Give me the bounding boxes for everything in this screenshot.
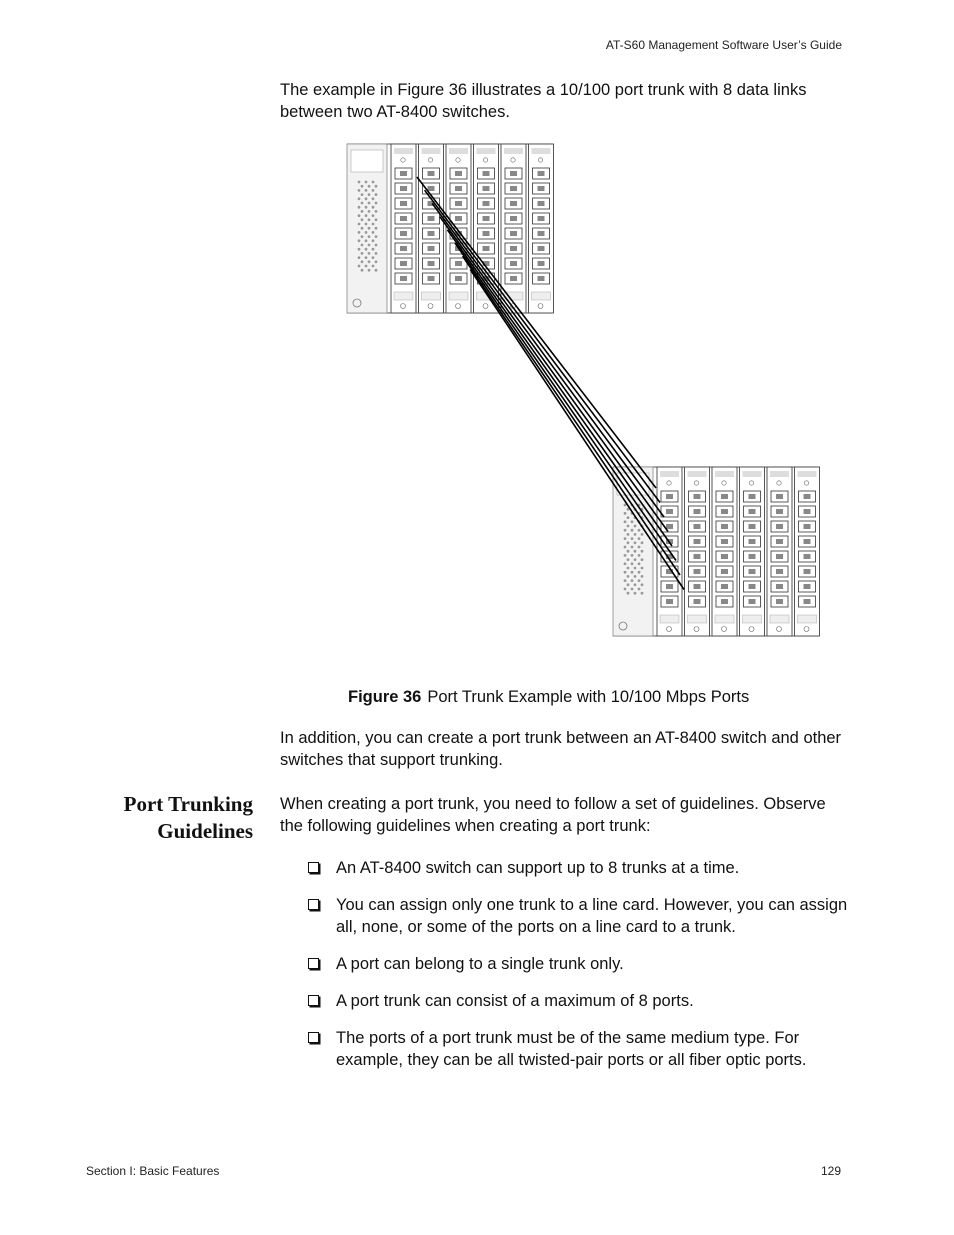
switch-a-port-jack [400,261,407,266]
switch-a-vent-hole [358,181,361,184]
switch-b-port-jack [749,599,756,604]
switch-a-port-jack [483,231,490,236]
figure-caption-text: Port Trunk Example with 10/100 Mbps Ports [427,688,750,706]
switch-a-port-jack [400,216,407,221]
switch-b-card-label [688,471,707,477]
trunk-link [470,269,684,589]
switch-a-vent-hole [358,197,361,200]
switch-b-port-jack [776,524,783,529]
switch-b-port-jack [804,539,811,544]
footer-section: Section I: Basic Features [86,1164,220,1178]
switch-b-vent-hole [624,562,627,565]
switch-b-port-jack [694,494,701,499]
switch-a-vent-hole [375,193,378,196]
switch-a-vent-hole [368,269,371,272]
switch-b-port-jack [694,524,701,529]
switch-b-vent-hole [627,558,630,561]
switch-b-card-text [715,615,734,623]
switch-a-vent-hole [375,227,378,230]
switch-b-vent-hole [627,533,630,536]
guideline-text: A port trunk can consist of a maximum of 8 ports. [336,992,694,1010]
switch-b-vent-hole [638,562,641,565]
switch-a-port-jack [428,186,435,191]
switch-a-port-jack [510,276,517,281]
switch-b-port-jack [804,524,811,529]
switch-a-vent-hole [358,223,361,226]
addition-paragraph: In addition, you can create a port trunk between an AT-8400 switch and other switches that support trunking. [280,729,842,769]
switch-b-port-jack [666,599,673,604]
switch-a-vent-hole [372,256,375,259]
switch-a-port-jack [510,186,517,191]
switch-a-port-jack [455,261,462,266]
switch-a-vent-hole [365,248,368,251]
switch-a-port-jack [455,201,462,206]
switch-b-vent-hole [641,592,644,595]
switch-b-vent-hole [627,550,630,553]
switch-a-port-jack [538,171,545,176]
switch-a-port-jack [510,216,517,221]
switch-b-port-jack [721,494,728,499]
switch-a-vent-hole [365,265,368,268]
switch-a-vent-hole [358,231,361,234]
switch-b-port-jack [804,554,811,559]
switch-b-port-jack [721,539,728,544]
switch-b-port-jack [666,494,673,499]
switch-a-vent-hole [372,248,375,251]
switch-a-vent-hole [365,239,368,242]
switch-b-port-jack [666,524,673,529]
switch-a-vent-hole [372,239,375,242]
figure-caption [348,686,749,708]
switch-a-port-jack [428,231,435,236]
port-trunk-diagram [330,140,850,645]
switch-b-port-jack [721,599,728,604]
switch-a-port-jack [483,216,490,221]
switch-a-vent-hole [361,202,364,205]
switch-b-vent-hole [641,567,644,570]
checkbox-bullet-icon [308,899,319,910]
switch-a-vent-hole [368,202,371,205]
switch-b-card-text [770,615,789,623]
switch-a-vent-hole [372,206,375,209]
switch-a-port-jack [455,216,462,221]
switch-b-vent-hole [634,575,637,578]
switch-a-port-jack [400,276,407,281]
guideline-text: An AT-8400 switch can support up to 8 trunks at a time. [336,859,740,877]
trunk-link [455,243,676,561]
switch-b-port-jack [694,554,701,559]
switch-b-vent-hole [627,592,630,595]
switch-a-vent-hole [361,252,364,255]
switch-b-port-jack [694,584,701,589]
switch-b-vent-hole [631,588,634,591]
switch-b-port-jack [694,599,701,604]
switch-b-vent-hole [624,554,627,557]
switch-b-port-jack [666,584,673,589]
switch-a-port-jack [455,171,462,176]
switch-b-port-jack [776,509,783,514]
switch-a-port-jack [455,276,462,281]
switch-a-port-jack [400,171,407,176]
switch-a-card-label [449,148,468,154]
switch-a-vent-hole [361,227,364,230]
switch-a-vent-hole [368,227,371,230]
switch-b-port-jack [804,494,811,499]
switch-a-vent-hole [375,244,378,247]
switch-b-vent-hole [641,533,644,536]
switch-a-vent-hole [368,210,371,213]
switch-a-vent-hole [372,214,375,217]
switch-b-vent-hole [627,567,630,570]
switch-a-card-label [477,148,496,154]
switch-b-port-jack [804,584,811,589]
switch-a-vent-hole [358,239,361,242]
switch-b-card-label [770,471,789,477]
switch-a-port-jack [400,246,407,251]
switch-b-card-label [743,471,762,477]
switch-a-card-text [422,292,441,300]
switch-b-vent-hole [627,575,630,578]
list-item [308,953,853,975]
switch-a-card-label [532,148,551,154]
switch-b-vent-hole [638,579,641,582]
switch-b-port-jack [721,554,728,559]
section-heading-line2: Guidelines [157,819,253,843]
switch-b-port-jack [749,524,756,529]
switch-a-vent-hole [361,269,364,272]
switch-b-vent-hole [641,550,644,553]
list-item [308,1027,853,1071]
switch-a-port-jack [400,231,407,236]
switch-a-vent-hole [365,231,368,234]
switch-a-vent-hole [372,231,375,234]
switch-a-vent-hole [372,265,375,268]
switch-a-vent-hole [361,244,364,247]
switch-a-port-jack [483,186,490,191]
switch-a-vent-hole [372,223,375,226]
switch-a-vent-hole [358,248,361,251]
switch-b-vent-hole [624,512,627,515]
trunk-link [463,256,680,575]
switch-a-port-jack [510,201,517,206]
switch-a-vent-hole [375,218,378,221]
trunk-link [447,230,672,546]
switch-a-vent-hole [368,193,371,196]
switch-a-card-label [422,148,441,154]
switch-a-vent-hole [365,223,368,226]
switch-b-card-text [688,615,707,623]
switch-a-port-jack [510,171,517,176]
switch-b-port-jack [804,509,811,514]
switch-b-port-jack [749,539,756,544]
switch-b-vent-hole [627,541,630,544]
switch-b-port-jack [749,494,756,499]
switch-a-vent-hole [375,185,378,188]
guidelines-list [308,857,853,1086]
switch-b-vent-hole [634,583,637,586]
switch-b-card-text [660,615,679,623]
switch-b-port-jack [804,569,811,574]
switch-b-card-text [798,615,817,623]
switch-b-vent-hole [634,567,637,570]
switch-a-vent-hole [365,189,368,192]
switch-a-vent-hole [375,202,378,205]
switch-a-port-jack [510,246,517,251]
switch-b-vent-hole [638,554,641,557]
section-heading-line1: Port Trunking [123,792,253,816]
switch-a-vent-hole [358,206,361,209]
switch-b-card-label [798,471,817,477]
switch-b-vent-hole [624,520,627,523]
switch-b-card-text [743,615,762,623]
switch-a-port-jack [428,261,435,266]
switch-a-vent-hole [358,256,361,259]
switch-a-vent-hole [368,235,371,238]
switch-a-card-text [532,292,551,300]
switch-b-vent-hole [627,516,630,519]
switch-a-vent-hole [368,260,371,263]
switch-b-port-jack [694,539,701,544]
switch-b-vent-hole [624,529,627,532]
switch-a-vent-hole [372,197,375,200]
switch-b-vent-hole [624,579,627,582]
switch-a-vent-hole [372,181,375,184]
switch-a-vent-hole [361,210,364,213]
switch-b-vent-hole [631,562,634,565]
list-item [308,857,853,879]
guideline-text: A port can belong to a single trunk only. [336,955,624,973]
switch-b-vent-hole [631,554,634,557]
switch-a-port-jack [538,186,545,191]
switch-a-port-jack [510,261,517,266]
switch-a-vent-hole [375,269,378,272]
switch-b-vent-hole [634,592,637,595]
switch-a-vent-hole [365,181,368,184]
switch-a-port-jack [400,186,407,191]
switch-a-card-label [394,148,413,154]
switch-a-vent-hole [375,260,378,263]
switch-a-port-jack [510,231,517,236]
switch-a-port-jack [428,276,435,281]
switch-a-port-jack [538,261,545,266]
switch-b-vent-hole [634,541,637,544]
switch-b-vent-hole [634,533,637,536]
list-item [308,990,853,1012]
switch-b-vent-hole [624,546,627,549]
checkbox-bullet-icon [308,958,319,969]
switch-b-vent-hole [627,525,630,528]
switch-b-port-jack [749,584,756,589]
running-header: AT-S60 Management Software User’s Guide [605,38,842,52]
switch-a-port-jack [400,201,407,206]
switch-a-port-jack [538,216,545,221]
switch-a-port-jack [483,246,490,251]
switch-b-vent-hole [641,583,644,586]
switch-b-port-jack [804,599,811,604]
page-number: 129 [820,1164,841,1178]
switch-a-vent-hole [368,185,371,188]
switch-a-vent-hole [361,218,364,221]
switch-a-status-panel [351,150,383,172]
switch-b-port-jack [749,554,756,559]
switch-a-vent-hole [358,265,361,268]
switch-a-vent-hole [361,185,364,188]
switch-a-port-jack [428,246,435,251]
guideline-text: You can assign only one trunk to a line card. However, you can assign all, none, or some of the ports on a line card to a trunk. [336,896,848,936]
switch-b-vent-hole [624,588,627,591]
section-heading [60,791,253,845]
switch-b-port-jack [694,509,701,514]
switch-b-vent-hole [624,571,627,574]
switch-a-port-jack [538,276,545,281]
switch-b-vent-hole [638,588,641,591]
switch-a-vent-hole [365,256,368,259]
switch-b-vent-hole [631,546,634,549]
switch-b-port-jack [776,569,783,574]
switch-b-card-label [660,471,679,477]
switch-b-port-jack [721,524,728,529]
switch-a-port-jack [538,246,545,251]
switch-a-vent-hole [365,206,368,209]
intro-paragraph: The example in Figure 36 illustrates a 10/100 port trunk with 8 data links between two AT-8400 switches. [280,81,807,121]
switch-a-vent-hole [375,210,378,213]
switch-b-vent-hole [638,529,641,532]
guideline-text: The ports of a port trunk must be of the same medium type. For example, they can be all twisted-pair ports or all fiber optic ports. [336,1029,807,1069]
switch-a-port-jack [428,216,435,221]
switch-b-vent-hole [631,537,634,540]
switch-a-port-jack [538,201,545,206]
switch-a-vent-hole [368,218,371,221]
switch-b-vent-hole [627,583,630,586]
switch-a-vent-hole [361,235,364,238]
switch-b-port-jack [776,599,783,604]
switch-a-vent-hole [375,252,378,255]
switch-b-port-jack [776,539,783,544]
switch-b-port-jack [666,509,673,514]
switch-b-vent-hole [641,575,644,578]
switch-a-port-jack [538,231,545,236]
switch-a-vent-hole [358,214,361,217]
list-item [308,894,853,938]
switch-b-card-label [715,471,734,477]
checkbox-bullet-icon [308,862,319,873]
switch-a-card-text [449,292,468,300]
switch-a-vent-hole [361,260,364,263]
figure-label: Figure 36 [348,688,422,706]
switch-a-port-jack [428,171,435,176]
switch-a-port-jack [455,186,462,191]
switch-a-vent-hole [368,252,371,255]
switch-a-vent-hole [365,214,368,217]
switch-b-port-jack [721,509,728,514]
switch-b-vent-hole [634,550,637,553]
switch-b-vent-hole [631,571,634,574]
switch-b-port-jack [749,569,756,574]
switch-b-port-jack [749,509,756,514]
switch-b-vent-hole [631,520,634,523]
switch-b-vent-hole [624,537,627,540]
switch-a-vent-hole [372,189,375,192]
switch-a-vent-hole [368,244,371,247]
checkbox-bullet-icon [308,995,319,1006]
switch-b-port-jack [776,584,783,589]
switch-a-card-text [394,292,413,300]
switch-b-vent-hole [641,558,644,561]
switch-a-port-jack [483,201,490,206]
switch-a-vent-hole [361,193,364,196]
switch-b-vent-hole [631,529,634,532]
switch-b-vent-hole [638,546,641,549]
switch-b-port-jack [694,569,701,574]
switch-a-vent-hole [365,197,368,200]
switch-b-vent-hole [638,571,641,574]
checkbox-bullet-icon [308,1032,319,1043]
switch-a-port-jack [483,171,490,176]
switch-b-port-jack [721,584,728,589]
switch-a-card-label [504,148,523,154]
switch-b-port-jack [776,554,783,559]
switch-b-vent-hole [631,579,634,582]
switch-b-port-jack [721,569,728,574]
switch-b-vent-hole [634,558,637,561]
switch-b-vent-hole [641,541,644,544]
port-trunk-figure [330,140,850,645]
switch-a-vent-hole [358,189,361,192]
switch-a-vent-hole [375,235,378,238]
section-intro: When creating a port trunk, you need to follow a set of guidelines. Observe the following guidelines when creating a port trunk: [280,795,826,835]
switch-b-port-jack [776,494,783,499]
switch-b-vent-hole [634,525,637,528]
switch-b-vent-hole [638,537,641,540]
